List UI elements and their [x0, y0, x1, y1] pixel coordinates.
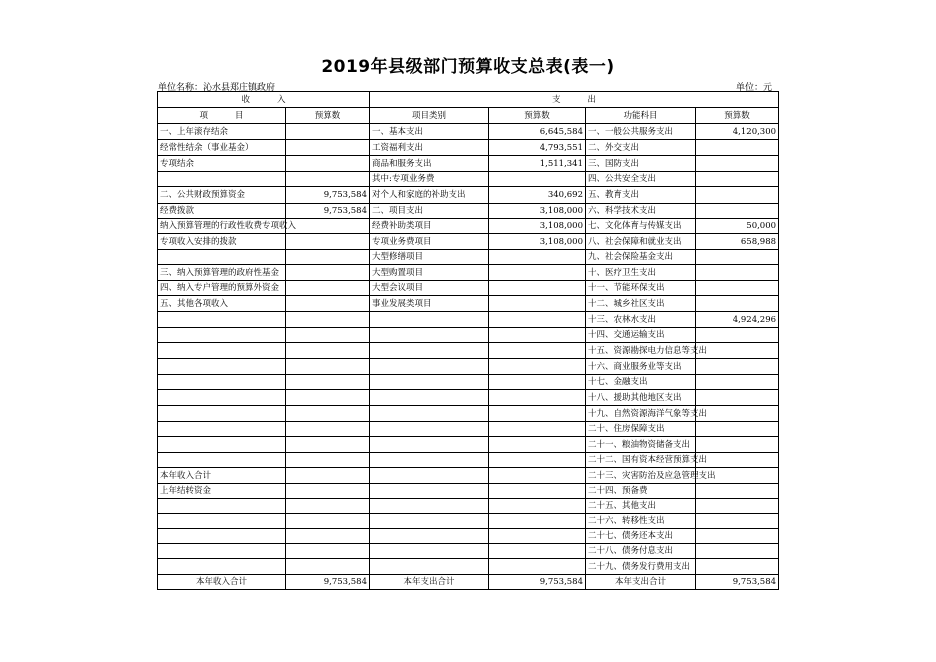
cell-category-budget [489, 250, 586, 265]
cell-function-budget: 50,000 [696, 219, 779, 234]
cell-function: 十、医疗卫生支出 [586, 265, 696, 281]
totals-row [158, 575, 779, 590]
cell-category-budget [489, 265, 586, 281]
cell-function: 十六、商业服务业等支出 [586, 359, 696, 375]
cell-function-budget [696, 296, 779, 312]
cell-function: 二、外交支出 [586, 140, 696, 156]
cell-function: 二十三、灾害防治及应急管理支出 [586, 468, 696, 484]
table-row [158, 544, 779, 559]
cell-income-item [158, 250, 286, 265]
cell-function-budget: 4,120,300 [696, 124, 779, 140]
cell-category [370, 375, 489, 390]
total-income-label: 本年收入合计 [158, 575, 286, 590]
cell-category-budget [489, 468, 586, 484]
table-row [158, 343, 779, 359]
total-expense-value: 9,753,584 [489, 575, 586, 590]
header-row-section [158, 92, 779, 108]
cell-income-budget [286, 296, 370, 312]
cell-income-item: 专项收入安排的拨款 [158, 234, 286, 250]
cell-category: 大型购置项目 [370, 265, 489, 281]
cell-income-item [158, 437, 286, 453]
total-expense-label: 本年支出合计 [370, 575, 489, 590]
cell-category: 二、项目支出 [370, 204, 489, 219]
cell-income-item: 经费拨款 [158, 204, 286, 219]
cell-income-budget [286, 343, 370, 359]
budget-table [157, 91, 779, 590]
table-row [158, 296, 779, 312]
cell-category-budget [489, 406, 586, 422]
cell-category [370, 514, 489, 529]
header-col-budget1: 预算数 [286, 108, 370, 124]
cell-function: 三、国防支出 [586, 156, 696, 172]
cell-category-budget [489, 172, 586, 187]
cell-category-budget [489, 484, 586, 499]
cell-category-budget [489, 296, 586, 312]
cell-category [370, 484, 489, 499]
table-row [158, 422, 779, 437]
cell-income-item: 五、其他各项收入 [158, 296, 286, 312]
cell-income-budget [286, 544, 370, 559]
cell-function: 十四、交通运输支出 [586, 328, 696, 343]
cell-income-budget [286, 265, 370, 281]
cell-category-budget [489, 281, 586, 296]
table-row [158, 234, 779, 250]
cell-function: 二十八、债务付息支出 [586, 544, 696, 559]
cell-category-budget: 3,108,000 [489, 204, 586, 219]
cell-function-budget [696, 140, 779, 156]
cell-function: 二十五、其他支出 [586, 499, 696, 514]
cell-function-budget [696, 422, 779, 437]
cell-income-budget [286, 375, 370, 390]
cell-income-budget [286, 453, 370, 468]
cell-income-budget [286, 172, 370, 187]
table-row [158, 406, 779, 422]
cell-function: 二十二、国有资本经营预算支出 [586, 453, 696, 468]
header-col-category: 项目类别 [370, 108, 489, 124]
cell-function-budget [696, 559, 779, 575]
cell-income-budget [286, 437, 370, 453]
cell-category [370, 359, 489, 375]
table-row [158, 250, 779, 265]
cell-category: 工资福利支出 [370, 140, 489, 156]
table-row [158, 312, 779, 328]
cell-category-budget [489, 343, 586, 359]
cell-function: 二十四、预备费 [586, 484, 696, 499]
table-row [158, 156, 779, 172]
cell-category [370, 343, 489, 359]
cell-income-item: 专项结余 [158, 156, 286, 172]
cell-income-budget [286, 140, 370, 156]
cell-function: 二十七、债务还本支出 [586, 529, 696, 544]
cell-category-budget [489, 529, 586, 544]
table-row [158, 265, 779, 281]
table-row [158, 453, 779, 468]
cell-function: 十八、援助其他地区支出 [586, 390, 696, 406]
cell-income-item [158, 559, 286, 575]
cell-income-budget [286, 281, 370, 296]
cell-category-budget [489, 390, 586, 406]
cell-income-item: 上年结转资金 [158, 484, 286, 499]
table-row [158, 328, 779, 343]
cell-category-budget: 3,108,000 [489, 234, 586, 250]
cell-function: 十三、农林水支出 [586, 312, 696, 328]
cell-function-budget [696, 250, 779, 265]
cell-function-budget [696, 529, 779, 544]
cell-income-item [158, 544, 286, 559]
cell-function: 五、教育支出 [586, 187, 696, 204]
cell-function-budget [696, 375, 779, 390]
cell-category: 大型修缮项目 [370, 250, 489, 265]
table-row [158, 529, 779, 544]
cell-function: 十一、节能环保支出 [586, 281, 696, 296]
table-row [158, 359, 779, 375]
cell-function-budget [696, 281, 779, 296]
cell-category-budget [489, 359, 586, 375]
cell-income-budget [286, 156, 370, 172]
cell-income-budget [286, 234, 370, 250]
header-col-function: 功能科目 [586, 108, 696, 124]
cell-income-budget [286, 406, 370, 422]
cell-category-budget [489, 312, 586, 328]
cell-income-item [158, 343, 286, 359]
cell-function: 九、社会保险基金支出 [586, 250, 696, 265]
cell-function: 四、公共安全支出 [586, 172, 696, 187]
cell-function-budget: 658,988 [696, 234, 779, 250]
cell-function-budget [696, 453, 779, 468]
cell-income-budget [286, 312, 370, 328]
cell-category [370, 437, 489, 453]
cell-income-budget [286, 390, 370, 406]
table-row [158, 187, 779, 204]
cell-function: 八、社会保障和就业支出 [586, 234, 696, 250]
cell-income-item [158, 359, 286, 375]
table-row [158, 514, 779, 529]
cell-category [370, 390, 489, 406]
cell-income-budget [286, 359, 370, 375]
cell-function-budget [696, 187, 779, 204]
cell-income-item [158, 529, 286, 544]
cell-category [370, 559, 489, 575]
cell-income-item: 二、公共财政预算资金 [158, 187, 286, 204]
cell-function: 十九、自然资源海洋气象等支出 [586, 406, 696, 422]
total-function-value: 9,753,584 [696, 575, 779, 590]
cell-category [370, 312, 489, 328]
table-row [158, 204, 779, 219]
cell-category-budget [489, 328, 586, 343]
cell-function-budget [696, 544, 779, 559]
cell-category: 经费补助类项目 [370, 219, 489, 234]
cell-category-budget [489, 453, 586, 468]
table-row [158, 140, 779, 156]
cell-income-item [158, 390, 286, 406]
cell-category: 大型会议项目 [370, 281, 489, 296]
cell-category [370, 468, 489, 484]
cell-function-budget [696, 343, 779, 359]
total-function-label: 本年支出合计 [586, 575, 696, 590]
cell-income-item [158, 422, 286, 437]
cell-income-item [158, 499, 286, 514]
unit-currency: 单位：元 [736, 83, 773, 93]
cell-category: 商品和服务支出 [370, 156, 489, 172]
cell-income-budget [286, 499, 370, 514]
cell-income-budget [286, 124, 370, 140]
cell-function-budget [696, 437, 779, 453]
cell-category: 对个人和家庭的补助支出 [370, 187, 489, 204]
cell-income-budget [286, 484, 370, 499]
cell-income-budget [286, 559, 370, 575]
table-row [158, 468, 779, 484]
cell-function-budget [696, 499, 779, 514]
cell-category-budget [489, 559, 586, 575]
cell-category: 其中:专项业务费 [370, 172, 489, 187]
table-row [158, 124, 779, 140]
cell-category [370, 328, 489, 343]
unit-name: 单位名称：沁水县郑庄镇政府 [158, 83, 276, 93]
header-row-columns [158, 108, 779, 124]
cell-category [370, 544, 489, 559]
cell-category [370, 422, 489, 437]
header-col-item: 项 目 [158, 108, 286, 124]
cell-category-budget: 340,692 [489, 187, 586, 204]
cell-income-item: 一、上年滚存结余 [158, 124, 286, 140]
cell-income-budget [286, 250, 370, 265]
cell-income-budget: 9,753,584 [286, 187, 370, 204]
cell-income-item: 经常性结余（事业基金） [158, 140, 286, 156]
cell-function: 十七、金融支出 [586, 375, 696, 390]
cell-function-budget [696, 514, 779, 529]
table-row [158, 281, 779, 296]
cell-income-item: 三、纳入预算管理的政府性基金 [158, 265, 286, 281]
cell-income-item: 四、纳入专户管理的预算外资金 [158, 281, 286, 296]
cell-category-budget [489, 499, 586, 514]
cell-function-budget [696, 204, 779, 219]
cell-function-budget [696, 406, 779, 422]
cell-income-item: 纳入预算管理的行政性收费专项收入 [158, 219, 286, 234]
cell-income-item [158, 453, 286, 468]
cell-category-budget [489, 437, 586, 453]
cell-income-budget [286, 468, 370, 484]
cell-category-budget: 4,793,551 [489, 140, 586, 156]
cell-category [370, 529, 489, 544]
table-row [158, 559, 779, 575]
table-row [158, 390, 779, 406]
cell-function-budget [696, 172, 779, 187]
cell-function: 十二、城乡社区支出 [586, 296, 696, 312]
cell-function: 二十九、债务发行费用支出 [586, 559, 696, 575]
cell-income-item: 本年收入合计 [158, 468, 286, 484]
cell-function: 十五、资源勘探电力信息等支出 [586, 343, 696, 359]
cell-category-budget: 1,511,341 [489, 156, 586, 172]
cell-function-budget [696, 359, 779, 375]
cell-income-item [158, 375, 286, 390]
cell-income-budget [286, 529, 370, 544]
cell-function: 二十一、粮油物资储备支出 [586, 437, 696, 453]
table-row [158, 375, 779, 390]
cell-category-budget [489, 514, 586, 529]
cell-function-budget: 4,924,296 [696, 312, 779, 328]
cell-function: 一、一般公共服务支出 [586, 124, 696, 140]
header-col-budget3: 预算数 [696, 108, 779, 124]
cell-category [370, 453, 489, 468]
cell-function-budget [696, 328, 779, 343]
cell-category-budget: 3,108,000 [489, 219, 586, 234]
cell-function-budget [696, 390, 779, 406]
cell-income-budget [286, 328, 370, 343]
cell-income-budget [286, 514, 370, 529]
table-row [158, 437, 779, 453]
cell-income-budget [286, 422, 370, 437]
header-income: 收 入 [158, 92, 370, 108]
cell-function-budget [696, 156, 779, 172]
cell-category-budget [489, 544, 586, 559]
cell-function: 二十、住房保障支出 [586, 422, 696, 437]
cell-income-item [158, 328, 286, 343]
header-col-budget2: 预算数 [489, 108, 586, 124]
cell-income-item [158, 514, 286, 529]
cell-function-budget [696, 265, 779, 281]
cell-category: 专项业务费项目 [370, 234, 489, 250]
table-row [158, 484, 779, 499]
cell-category [370, 406, 489, 422]
cell-income-item [158, 312, 286, 328]
cell-category-budget: 6,645,584 [489, 124, 586, 140]
cell-function: 六、科学技术支出 [586, 204, 696, 219]
total-income-value: 9,753,584 [286, 575, 370, 590]
cell-function: 七、文化体育与传媒支出 [586, 219, 696, 234]
header-expense: 支 出 [370, 92, 779, 108]
cell-category: 一、基本支出 [370, 124, 489, 140]
cell-category-budget [489, 422, 586, 437]
cell-category: 事业发展类项目 [370, 296, 489, 312]
cell-income-budget [286, 219, 370, 234]
table-row [158, 219, 779, 234]
cell-income-item [158, 172, 286, 187]
cell-income-budget: 9,753,584 [286, 204, 370, 219]
cell-function-budget [696, 484, 779, 499]
cell-income-item [158, 406, 286, 422]
cell-category [370, 499, 489, 514]
table-row [158, 172, 779, 187]
cell-function: 二十六、转移性支出 [586, 514, 696, 529]
report-title: 2019年县级部门预算收支总表(表一) [321, 57, 615, 77]
table-row [158, 499, 779, 514]
cell-category-budget [489, 375, 586, 390]
